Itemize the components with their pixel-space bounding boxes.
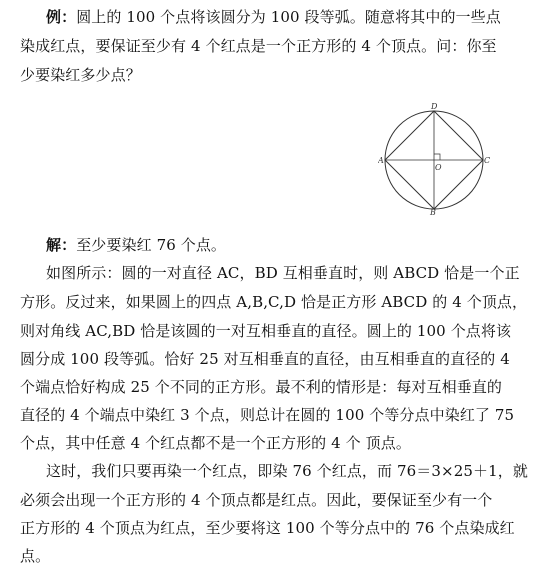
- para1-line-2: 方形。反过来，如果圆上的四点 A,B,C,D 恰是正方形 ABCD 的 4 个顶点，: [20, 293, 528, 311]
- problem-line-3: 少要染红多少点？: [20, 66, 141, 84]
- solution-answer-line: [46, 236, 226, 254]
- para1-line-5: 个端点恰好构成 25 个不同的正方形。最不利的情形是：每对互相垂直的: [20, 378, 503, 396]
- formula: 76＝3×25＋1: [397, 462, 498, 480]
- problem-text-1: 圆上的 100 个点将该圆分为 100 段等弧。随意将其中的一些点: [76, 8, 501, 26]
- label-a: A: [378, 156, 384, 165]
- para1-line-1: 如图所示：圆的一对直径 AC，BD 互相垂直时，则 ABCD 恰是一个正: [46, 264, 520, 282]
- problem-line-2: 染成红点，要保证至少有 4 个红点是一个正方形的 4 个顶点。问：你至: [20, 37, 497, 55]
- para2-line-2: 必须会出现一个正方形的 4 个顶点都是红点。因此，要保证至少有一个: [20, 491, 493, 509]
- right-angle-mark: [434, 154, 440, 160]
- circle-square-figure: [378, 103, 490, 215]
- label-d: D: [431, 103, 438, 111]
- para1-line-3: 则对角线 AC,BD 恰是该圆的一对互相垂直的直径。圆上的 100 个点将该: [20, 322, 512, 340]
- para2-text-a: 这时，我们只要再染一个红点，即染 76 个红点，而: [46, 462, 397, 480]
- para2-line-4: 点。: [20, 547, 51, 565]
- para1-line-7: 个点，其中任意 4 个红点都不是一个正方形的 4 个 顶点。: [20, 434, 411, 452]
- para2-line-3: 正方形的 4 个顶点为红点，至少要将这 100 个等分点中的 76 个点染成红: [20, 519, 515, 537]
- label-c: C: [484, 156, 490, 165]
- solution-label: 解：: [46, 236, 77, 254]
- problem-line-1: [46, 8, 501, 26]
- label-o: O: [435, 163, 442, 172]
- para2-line-1: [46, 462, 528, 480]
- problem-label: 例：: [46, 8, 77, 26]
- para2-text-b: ，就: [497, 462, 528, 480]
- para1-line-6: 直径的 4 个端点中染红 3 个点，则总计在圆的 100 个等分点中染红了 75: [20, 406, 515, 424]
- label-b: B: [430, 208, 436, 215]
- solution-answer: 至少要染红 76 个点。: [76, 236, 227, 254]
- para1-line-4: 圆分成 100 段等弧。恰好 25 对互相垂直的直径，由互相垂直的直径的 4: [20, 350, 510, 368]
